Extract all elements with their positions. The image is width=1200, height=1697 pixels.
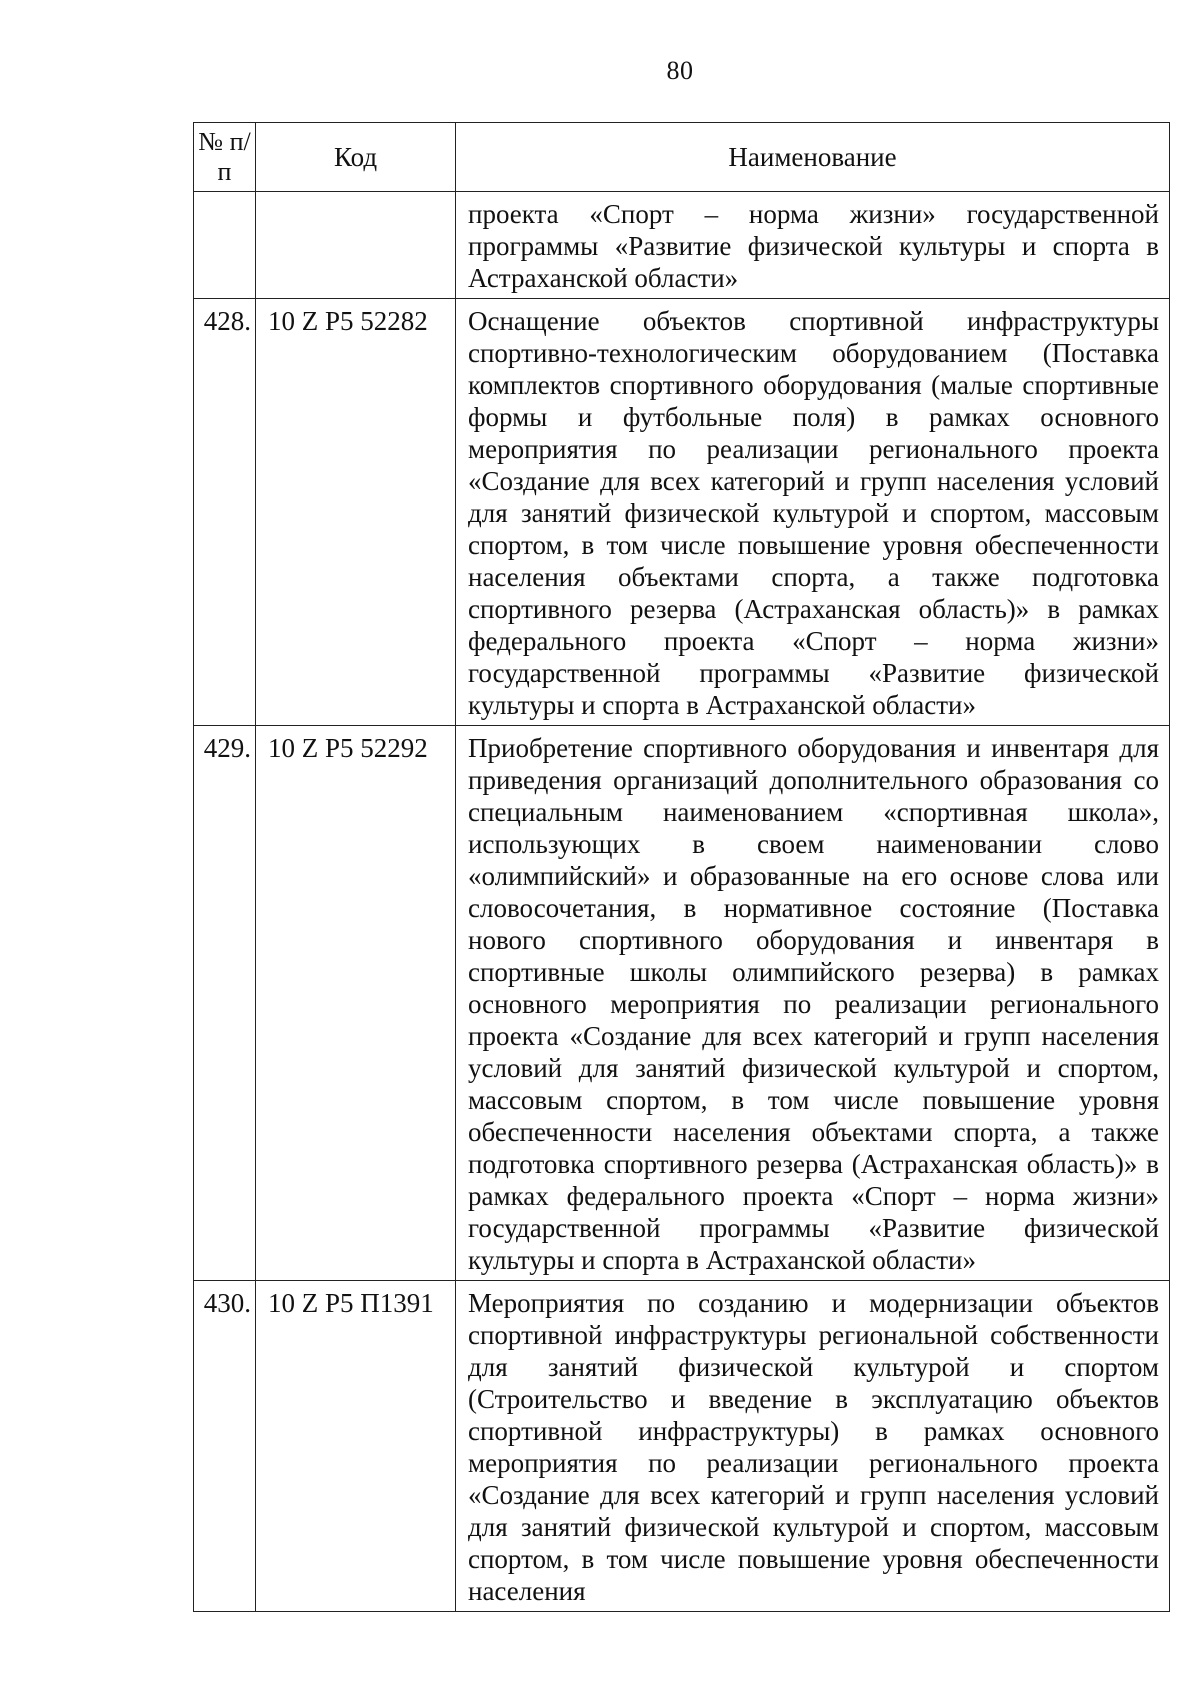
row-name: Оснащение объектов спортивной инфраструктуры спортивно-технологическим оборудованием (Поставка комплектов спортивного оборудования (малые спортивные формы и футбольные поля) в рамках основного мероприятия по реализации регионального проекта «Создание для всех категорий и групп населения условий для занятий физической культурой и спортом, массовым спортом, в том числе повышение уровня обеспеченности населения объектами спорта, а также подготовка спортивного резерва (Астраханская область)» в рамках федерального проекта «Спорт – норма жизни» государственной программы «Развитие физической культуры и спорта в Астраханской области» [456, 299, 1170, 726]
row-code: 10 Z P5 52282 [256, 299, 456, 726]
table-row [194, 299, 1170, 726]
table-row [194, 726, 1170, 1281]
row-number [194, 192, 256, 299]
table-row [194, 192, 1170, 299]
row-name: проекта «Спорт – норма жизни» государственной программы «Развитие физической культуры и спорта в Астраханской области» [456, 192, 1170, 299]
row-name: Приобретение спортивного оборудования и инвентаря для приведения организаций дополнительного образования со специальным наименованием «спортивная школа», использующих в своем наименовании слово «олимпийский» и образованные на его основе слова или словосочетания, в нормативное состояние (Поставка нового спортивного оборудования и инвентаря в спортивные школы олимпийского резерва) в рамках основного мероприятия по реализации регионального проекта «Создание для всех категорий и групп населения условий для занятий физической культурой и спортом, массовым спортом, в том числе повышение уровня обеспеченности населения объектами спорта, а также подготовка спортивного резерва (Астраханская область)» в рамках федерального проекта «Спорт – норма жизни» государственной программы «Развитие физической культуры и спорта в Астраханской области» [456, 726, 1170, 1281]
table-header-row [194, 123, 1170, 192]
header-name: Наименование [456, 123, 1170, 192]
row-number: 430. [194, 1281, 256, 1612]
header-number: № п/п [194, 123, 256, 192]
row-code [256, 192, 456, 299]
row-code: 10 Z P5 П1391 [256, 1281, 456, 1612]
row-number: 428. [194, 299, 256, 726]
row-code: 10 Z P5 52292 [256, 726, 456, 1281]
page-number: 80 [666, 56, 694, 85]
header-code: Код [256, 123, 456, 192]
classification-table [193, 122, 1170, 1612]
row-name: Мероприятия по созданию и модернизации объектов спортивной инфраструктуры региональной собственности для занятий физической культурой и спортом (Строительство и введение в эксплуатацию объектов спортивной инфраструктуры) в рамках основного мероприятия по реализации регионального проекта «Создание для всех категорий и групп населения условий для занятий физической культурой и спортом, массовым спортом, в том числе повышение уровня обеспеченности населения [456, 1281, 1170, 1612]
table-row [194, 1281, 1170, 1612]
row-number: 429. [194, 726, 256, 1281]
